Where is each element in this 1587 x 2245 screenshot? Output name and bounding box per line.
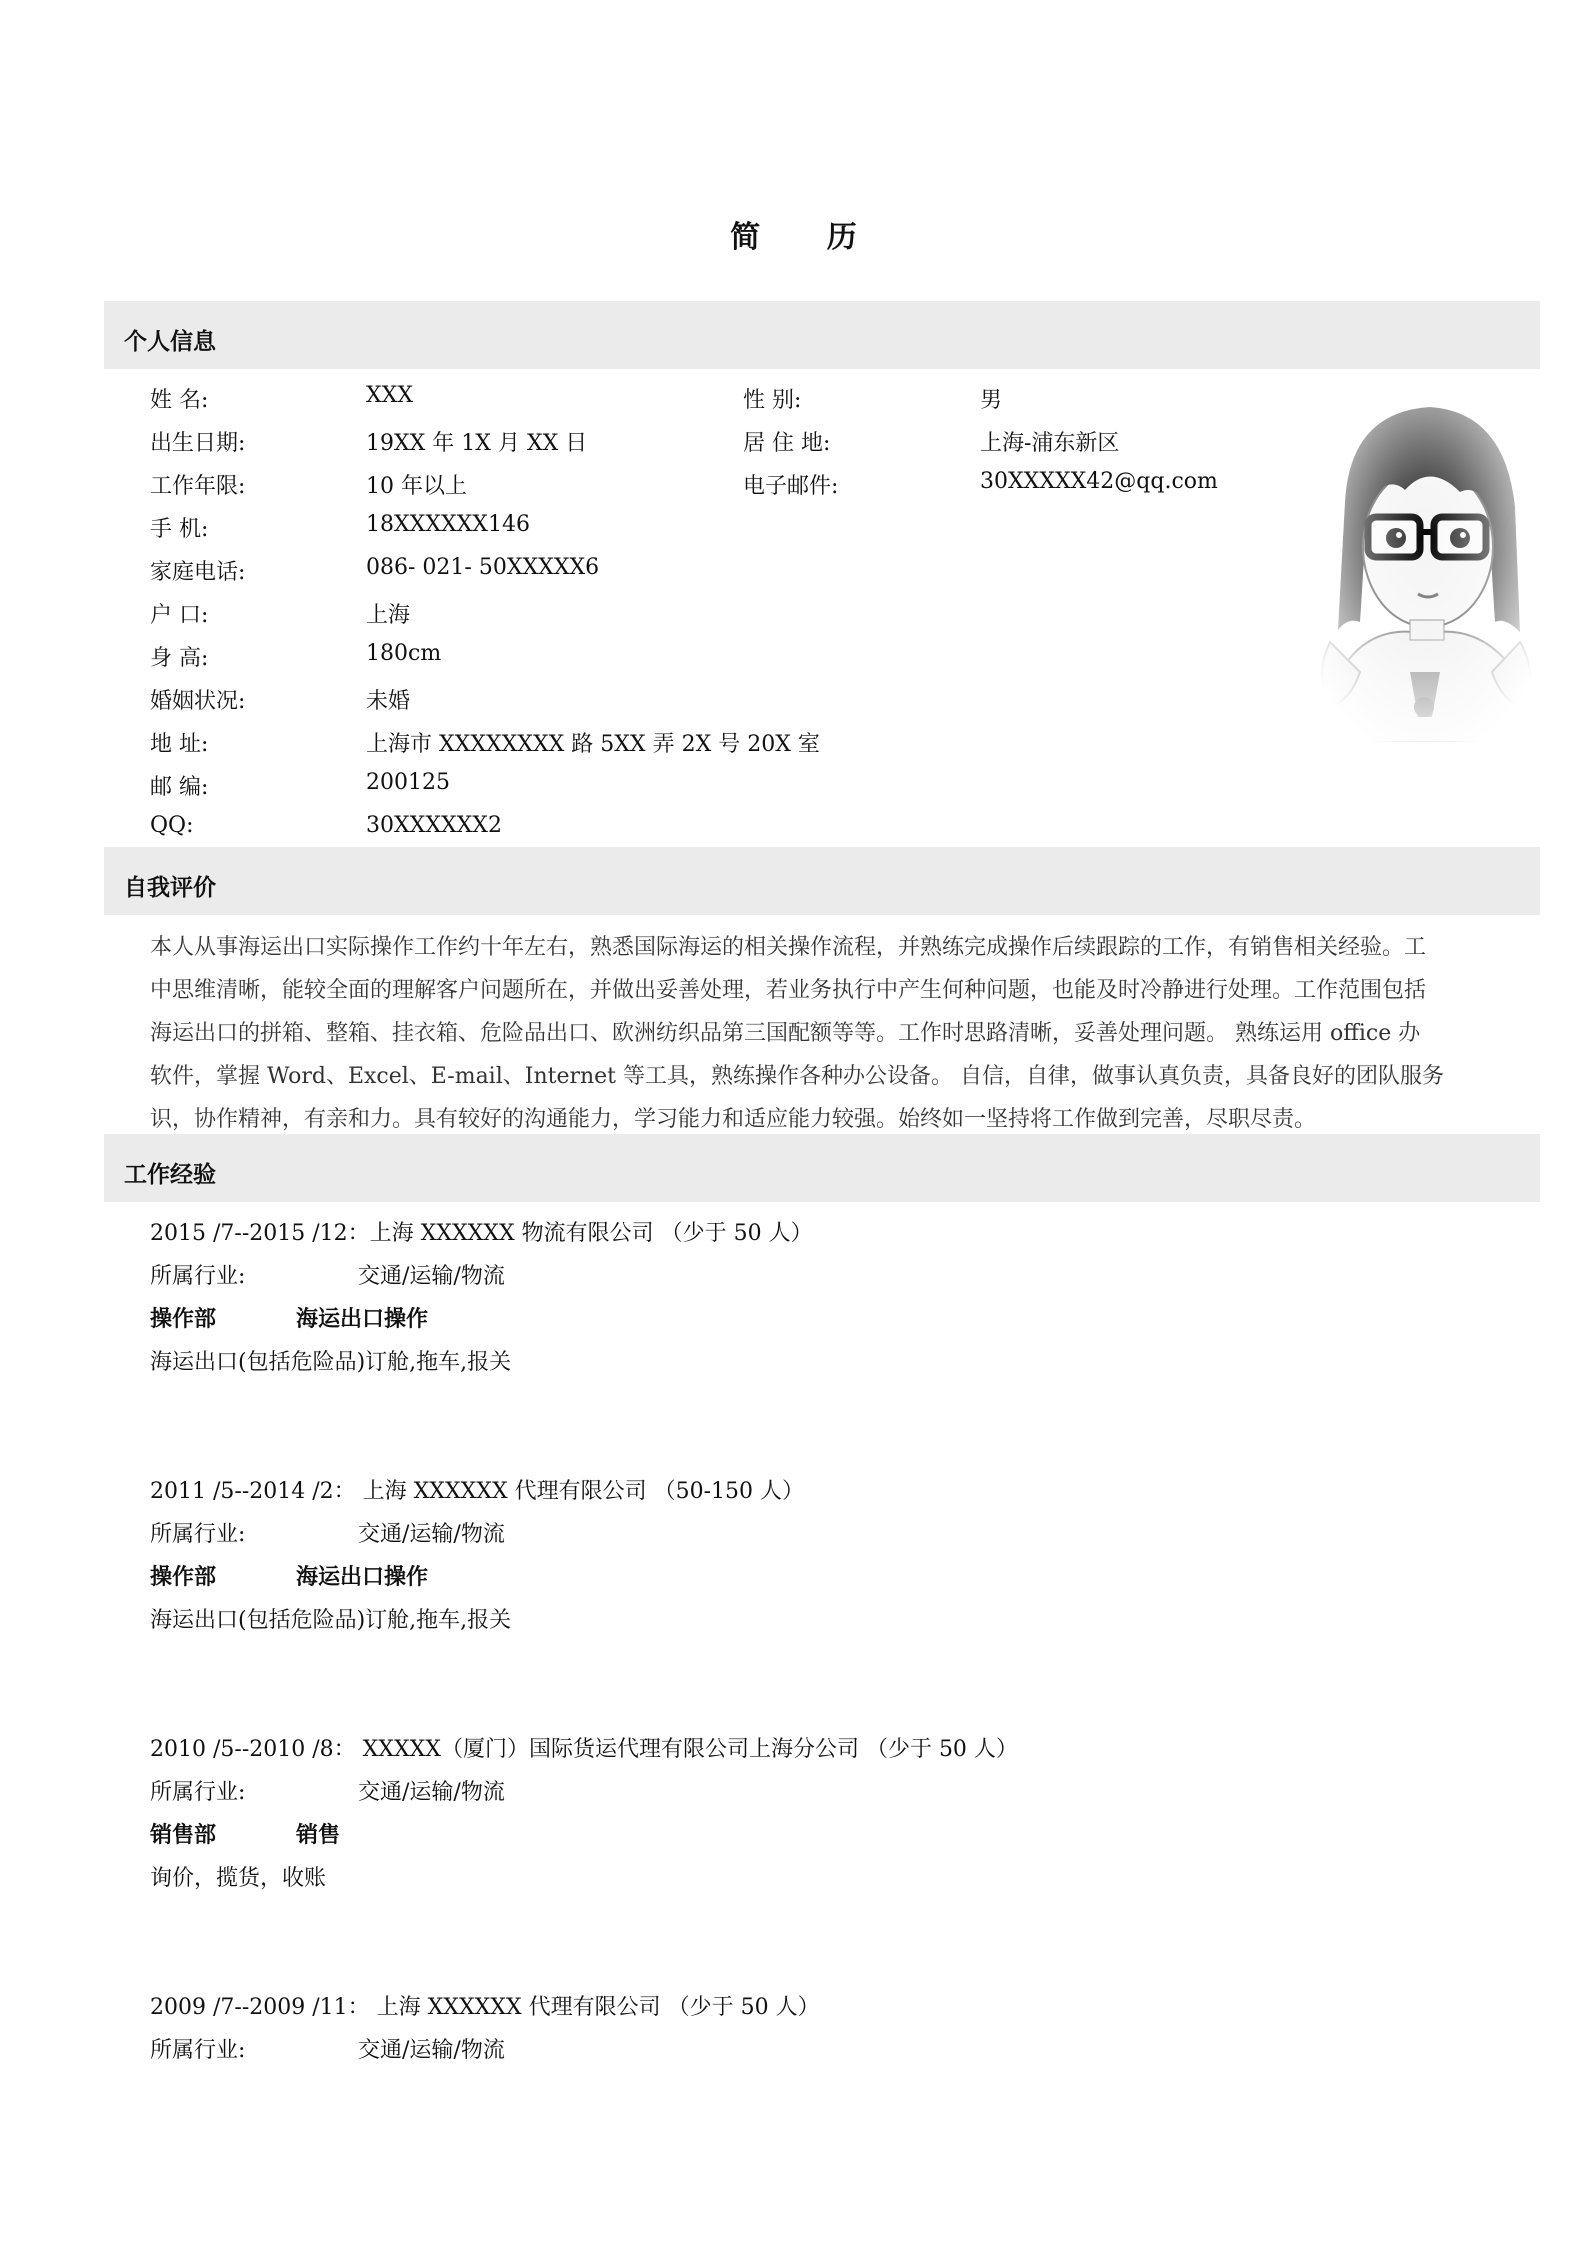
job-desc: 询价，揽货，收账	[150, 1866, 327, 1891]
avatar	[1310, 372, 1540, 742]
work-years-value: 10 年以上	[366, 474, 467, 499]
self-eval-line: 中思维清晰，能较全面的理解客户问题所在，并做出妥善处理，若业务执行中产生何种问题，也能及时冷静进行处理。工作范围包括	[150, 978, 1427, 1003]
self-eval-line: 海运出口的拼箱、整箱、挂衣箱、危险品出口、欧洲纺织品第三国配额等等。工作时思路清晰，妥善处理问题。 熟练运用 office 办	[150, 1021, 1421, 1046]
info-row	[0, 770, 1300, 810]
section-self-eval-header	[104, 847, 1540, 915]
job-entry	[150, 1986, 1500, 2072]
self-eval-text	[150, 926, 1540, 1141]
height-value: 180cm	[366, 641, 442, 666]
job-entry	[150, 1212, 1500, 1384]
self-eval-line: 软件，掌握 Word、Excel、E-mail、Internet 等工具，熟练操作各种办公设备。 自信，自律，做事认真负责，具备良好的团队服务	[150, 1064, 1445, 1089]
info-row	[0, 598, 1300, 638]
section-work-title: 工作经验	[124, 1161, 216, 1188]
job-role: 海运出口操作	[296, 1306, 429, 1332]
postcode-value: 200125	[366, 770, 450, 795]
hukou-label: 户 口:	[150, 603, 209, 628]
dept-name: 操作部	[150, 1564, 217, 1590]
industry-label: 所属行业:	[150, 1780, 246, 1805]
address-value: 上海市 XXXXXXXX 路 5XX 弄 2X 号 20X 室	[366, 732, 820, 757]
section-work-header	[104, 1134, 1540, 1202]
gender-label: 性 别:	[743, 388, 802, 413]
industry-value: 交通/运输/物流	[358, 1780, 505, 1805]
home-phone-label: 家庭电话:	[150, 560, 246, 585]
info-row	[0, 641, 1300, 681]
mobile-label: 手 机:	[150, 517, 209, 542]
job-entry	[150, 1728, 1500, 1900]
self-eval-line: 本人从事海运出口实际操作工作约十年左右，熟悉国际海运的相关操作流程，并熟练完成操作后续跟踪的工作，有销售相关经验。工	[150, 935, 1427, 960]
qq-label: QQ:	[150, 813, 194, 838]
job-industry	[150, 2029, 1500, 2072]
info-row	[0, 383, 1300, 423]
gender-value: 男	[980, 388, 1003, 413]
section-personal-title: 个人信息	[124, 328, 216, 355]
address-label: 地 址:	[150, 732, 209, 757]
industry-value: 交通/运输/物流	[358, 2038, 505, 2063]
info-row	[0, 727, 1300, 767]
info-row	[0, 426, 1300, 466]
job-header: 2010 /5--2010 /8： XXXXX（厦门）国际货运代理有限公司上海分公司 （少于 50 人）	[150, 1737, 1018, 1762]
section-personal-header	[104, 301, 1540, 369]
mobile-value: 18XXXXXX146	[366, 512, 530, 537]
industry-label: 所属行业:	[150, 2038, 246, 2063]
info-row	[0, 512, 1300, 552]
email-label: 电子邮件:	[743, 474, 839, 499]
industry-value: 交通/运输/物流	[358, 1264, 505, 1289]
info-row	[0, 469, 1300, 509]
self-eval-line: 识，协作精神，有亲和力。具有较好的沟通能力，学习能力和适应能力较强。始终如一坚持将工作做到完善，尽职尽责。	[150, 1107, 1317, 1132]
job-header: 2015 /7--2015 /12：上海 XXXXXX 物流有限公司 （少于 50 人）	[150, 1221, 813, 1246]
job-industry	[150, 1771, 1500, 1814]
job-industry	[150, 1513, 1500, 1556]
info-row	[0, 555, 1300, 595]
job-entry	[150, 1470, 1500, 1642]
work-years-label: 工作年限:	[150, 474, 246, 499]
dept-name: 操作部	[150, 1306, 217, 1332]
industry-label: 所属行业:	[150, 1522, 246, 1547]
home-phone-value: 086- 021- 50XXXXX6	[366, 555, 600, 580]
postcode-label: 邮 编:	[150, 775, 209, 800]
marital-label: 婚姻状况:	[150, 689, 246, 714]
job-desc: 海运出口(包括危险品)订舱,拖车,报关	[150, 1350, 512, 1375]
cartoon-girl-avatar-icon	[1310, 372, 1540, 742]
job-header: 2011 /5--2014 /2： 上海 XXXXXX 代理有限公司 （50-150 人）	[150, 1479, 805, 1504]
height-label: 身 高:	[150, 646, 209, 671]
job-dept	[150, 1814, 1500, 1857]
job-header: 2009 /7--2009 /11： 上海 XXXXXX 代理有限公司 （少于 50 人）	[150, 1995, 820, 2020]
job-desc: 海运出口(包括危险品)订舱,拖车,报关	[150, 1608, 512, 1633]
job-dept	[150, 1556, 1500, 1599]
industry-label: 所属行业:	[150, 1264, 246, 1289]
dept-name: 销售部	[150, 1822, 217, 1848]
email-value[interactable]: 30XXXXX42@qq.com	[980, 469, 1218, 494]
birthdate-value: 19XX 年 1X 月 XX 日	[366, 431, 588, 456]
job-role: 海运出口操作	[296, 1564, 429, 1590]
birthdate-label: 出生日期:	[150, 431, 246, 456]
residence-label: 居 住 地:	[743, 431, 831, 456]
job-industry	[150, 1255, 1500, 1298]
residence-value: 上海-浦东新区	[980, 431, 1120, 456]
industry-value: 交通/运输/物流	[358, 1522, 505, 1547]
page-title: 简 历	[730, 220, 885, 255]
hukou-value: 上海	[366, 603, 411, 628]
info-row	[0, 684, 1300, 724]
marital-value: 未婚	[366, 689, 411, 714]
job-dept	[150, 1298, 1500, 1341]
section-self-eval-title: 自我评价	[124, 874, 216, 901]
name-label: 姓 名:	[150, 388, 209, 413]
name-value: XXX	[366, 383, 413, 408]
qq-value: 30XXXXXX2	[366, 813, 502, 838]
job-role: 销售	[296, 1822, 341, 1848]
